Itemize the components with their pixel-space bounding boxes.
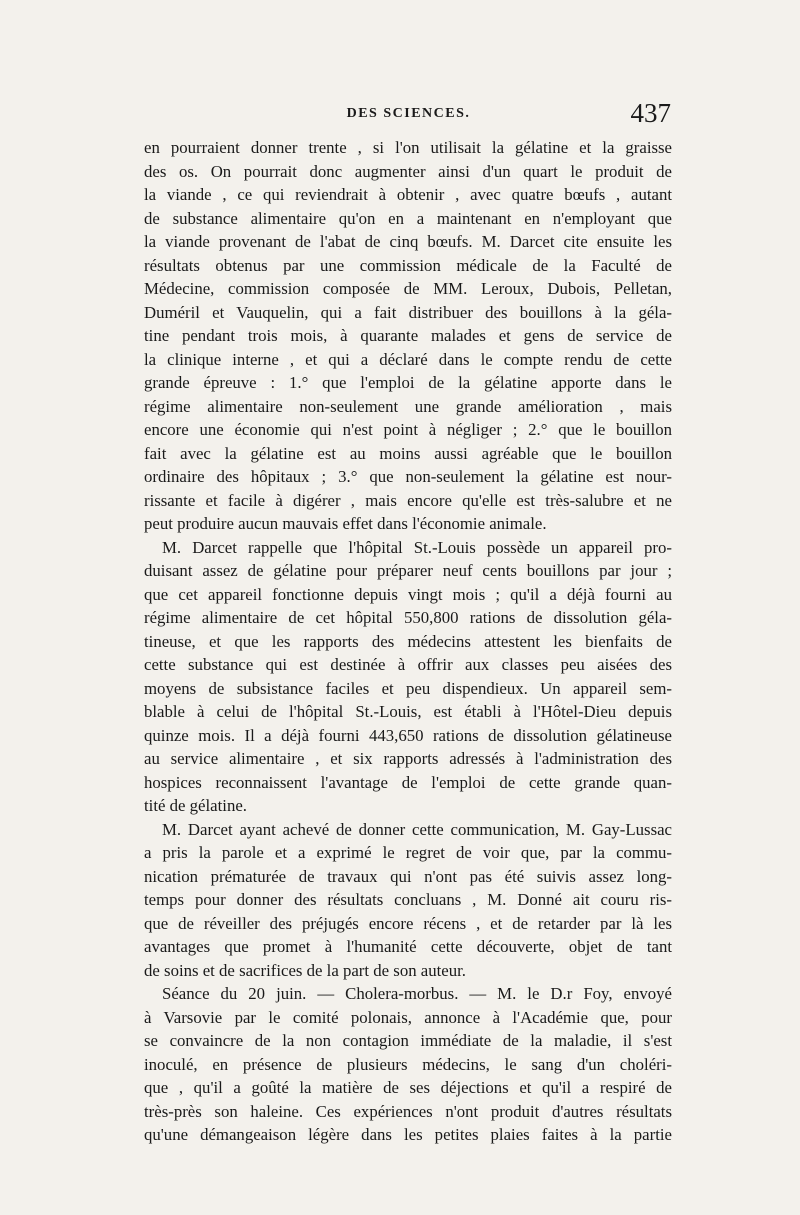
text-line: se convaincre de la non contagion immédiate de la maladie, il s'est — [144, 1031, 672, 1050]
text-line: M. Darcet rappelle que l'hôpital St.-Louis possède un appareil pro- — [162, 537, 672, 557]
text-line: temps pour donner des résultats concluans , M. Donné ait couru ris- — [144, 890, 672, 909]
text-line: la viande provenant de l'abat de cinq bœufs. M. Darcet cite ensuite les — [144, 232, 672, 251]
text-line: rissante et facile à digérer , mais encore qu'elle est très-salubre et ne — [144, 490, 672, 510]
text-line: nication prématurée de travaux qui n'ont pas été suivis assez long- — [144, 866, 672, 886]
text-line: tine pendant trois mois, à quarante malades et gens de service de — [144, 326, 672, 345]
text-line: blable à celui de l'hôpital St.-Louis, est établi à l'Hôtel-Dieu depuis — [144, 702, 672, 721]
text-line: en pourraient donner trente , si l'on utilisait la gélatine et la graisse — [144, 138, 672, 157]
text-line: à Varsovie par le comité polonais, annonce à l'Académie que, pour — [144, 1007, 672, 1027]
page-number: 437 — [630, 98, 671, 128]
text-line: Duméril et Vauquelin, qui a fait distribuer des bouillons à la géla- — [144, 302, 672, 322]
text-line: de substance alimentaire qu'on en a maintenant en n'employant que — [144, 208, 672, 228]
page-header — [146, 98, 671, 138]
text-line: M. Darcet ayant achevé de donner cette communication, M. Gay-Lussac — [162, 819, 672, 839]
text-line: tineuse, et que les rapports des médecins attestent les bienfaits de — [144, 631, 672, 651]
text-line: Séance du 20 juin. — Cholera-morbus. — M. le D.r Foy, envoyé — [162, 984, 672, 1003]
text-line: la clinique interne , et qui a déclaré dans le compte rendu de cette — [144, 349, 672, 369]
text-line: a pris la parole et a exprimé le regret de voir que, par la commu- — [144, 843, 672, 862]
text-line: la viande , ce qui reviendrait à obtenir , avec quatre bœufs , autant — [144, 185, 672, 204]
text-line: duisant assez de gélatine pour préparer neuf cents bouillons par jour ; — [144, 561, 672, 580]
text-line: hospices reconnaissent l'avantage de l'emploi de cette grande quan- — [144, 772, 672, 792]
text-line: que , qu'il a goûté la matière de ses déjections et qu'il a respiré de — [144, 1078, 672, 1097]
text-line: que de réveiller des préjugés encore récens , et de retarder par là les — [144, 913, 672, 933]
text-line: régime alimentaire de cet hôpital 550,800 rations de dissolution géla- — [144, 608, 672, 627]
text-line: de soins et de sacrifices de la part de son auteur. — [144, 960, 466, 980]
text-line: grande épreuve : 1.° que l'emploi de la gélatine apporte dans le — [144, 373, 672, 392]
text-line: des os. On pourrait donc augmenter ainsi d'un quart le produit de — [144, 161, 672, 181]
text-line: fait avec la gélatine est au moins aussi agréable que le bouillon — [144, 443, 672, 463]
text-line: tité de gélatine. — [144, 796, 247, 815]
text-line: que cet appareil fonctionne depuis vingt mois ; qu'il a déjà fourni au — [144, 584, 672, 604]
running-head: DES SCIENCES. — [346, 106, 471, 121]
text-line: encore une économie qui n'est point à négliger ; 2.° que le bouillon — [144, 420, 672, 439]
text-line: quinze mois. Il a déjà fourni 443,650 rations de dissolution gélatineuse — [144, 725, 672, 745]
text-line: au service alimentaire , et six rapports adressés à l'administration des — [144, 749, 672, 768]
text-line: cette substance qui est destinée à offrir aux classes peu aisées des — [144, 655, 672, 674]
text-line: qu'une démangeaison légère dans les petites plaies faites à la partie — [144, 1125, 672, 1144]
body-text — [144, 136, 672, 1147]
text-line: avantages que promet à l'humanité cette découverte, objet de tant — [144, 937, 672, 956]
text-line: résultats obtenus par une commission médicale de la Faculté de — [144, 255, 672, 275]
text-line: moyens de subsistance faciles et peu dispendieux. Un appareil sem- — [144, 678, 672, 698]
text-line: Médecine, commission composée de MM. Leroux, Dubois, Pelletan, — [144, 279, 672, 298]
text-line: ordinaire des hôpitaux ; 3.° que non-seulement la gélatine est nour- — [144, 467, 672, 486]
text-line: inoculé, en présence de plusieurs médecins, le sang d'un choléri- — [144, 1054, 672, 1074]
text-line: très-près son haleine. Ces expériences n'ont produit d'autres résultats — [144, 1101, 672, 1121]
text-line: peut produire aucun mauvais effet dans l'économie animale. — [144, 514, 547, 533]
text-line: régime alimentaire non-seulement une grande amélioration , mais — [144, 396, 672, 416]
